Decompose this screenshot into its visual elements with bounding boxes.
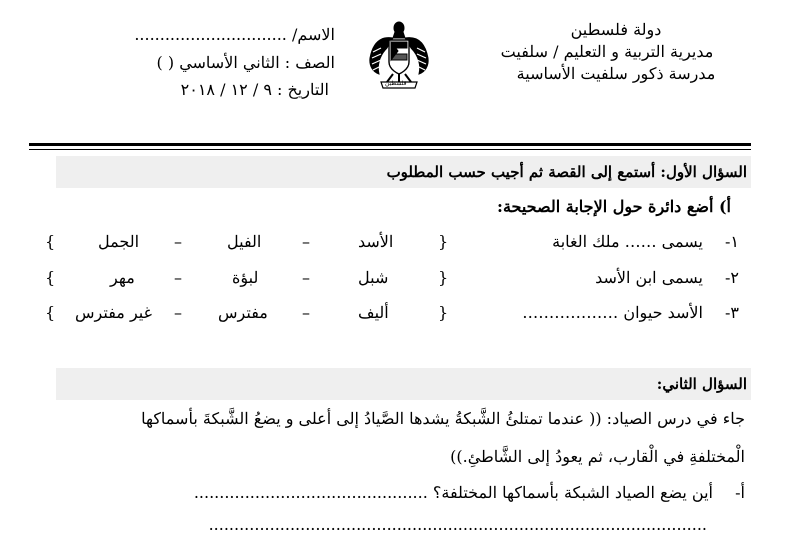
separator-thick xyxy=(29,143,751,146)
q2-question-a xyxy=(0,480,793,506)
option-2[interactable]: الفيل xyxy=(227,232,262,251)
open-brace: { xyxy=(438,268,449,287)
question-2-title: السؤال الثاني: xyxy=(56,368,751,400)
separator-thin xyxy=(29,149,751,150)
option-3[interactable]: الجمل xyxy=(98,232,140,251)
question-label: أ- xyxy=(735,483,745,502)
emblem-caption: فلسطين xyxy=(385,80,407,87)
q1-item-3 xyxy=(0,300,793,326)
item-number: ٢- xyxy=(725,268,739,287)
question-1-subtitle: أ) أضع دائرة حول الإجابة الصحيحة: xyxy=(497,197,731,216)
item-number: ٣- xyxy=(725,303,739,322)
open-brace: { xyxy=(438,232,449,251)
q1-item-2 xyxy=(0,265,793,291)
dash: – xyxy=(302,303,310,322)
header-directorate: مديرية التربية و التعليم / سلفيت xyxy=(500,42,714,61)
answer-line[interactable]: .................................................................................................. xyxy=(208,515,707,534)
date-field: التاريخ : ٩ / ١٢ / ٢٠١٨ xyxy=(180,80,329,99)
open-brace: { xyxy=(438,303,449,322)
item-text: الأسد حيوان ……………… xyxy=(522,303,703,322)
question-text[interactable]: أين يضع الصياد الشبكة بأسماكها المختلفة؟ .............................................. xyxy=(193,483,713,502)
option-3[interactable]: غير مفترس xyxy=(75,303,152,322)
item-number: ١- xyxy=(725,232,739,251)
question-1-title: السؤال الأول: أستمع إلى القصة ثم أجيب حسب المطلوب xyxy=(56,156,751,188)
header-country: دولة فلسطين xyxy=(570,20,662,39)
close-brace: } xyxy=(45,303,56,322)
dash: – xyxy=(302,232,310,251)
dash: – xyxy=(174,303,182,322)
dash: – xyxy=(302,268,310,287)
item-text: يسمى ابن الأسد xyxy=(595,268,703,287)
item-text: يسمى …… ملك الغابة xyxy=(552,232,703,251)
q1-item-1 xyxy=(0,229,793,255)
option-1[interactable]: الأسد xyxy=(358,232,394,251)
grade-field: الصف : الثاني الأساسي ( ) xyxy=(156,53,335,72)
option-1[interactable]: شبل xyxy=(358,268,389,287)
palestine-eagle-emblem xyxy=(367,18,431,94)
dash: – xyxy=(174,268,182,287)
option-3[interactable]: مهر xyxy=(110,268,135,287)
close-brace: } xyxy=(45,268,56,287)
option-1[interactable]: أليف xyxy=(358,303,389,322)
close-brace: } xyxy=(45,232,56,251)
dash: – xyxy=(174,232,182,251)
student-name-field: الاسم/ .............................. xyxy=(134,25,335,44)
passage-line-2: الْمختلفةِ في الْقارب، ثم يعودُ إلى الشَّاطئِ.)) xyxy=(450,447,745,466)
option-2[interactable]: مفترس xyxy=(218,303,268,322)
option-2[interactable]: لبؤة xyxy=(232,268,259,287)
header-school: مدرسة ذكور سلفيت الأساسية xyxy=(516,64,716,83)
passage-line-1: جاء في درس الصياد: (( عندما تمتلئُ الشَّبكةُ يشدها الصَّيادُ إلى أعلى و يضعُ الشَّبكةَ بأسماكها xyxy=(141,409,745,428)
